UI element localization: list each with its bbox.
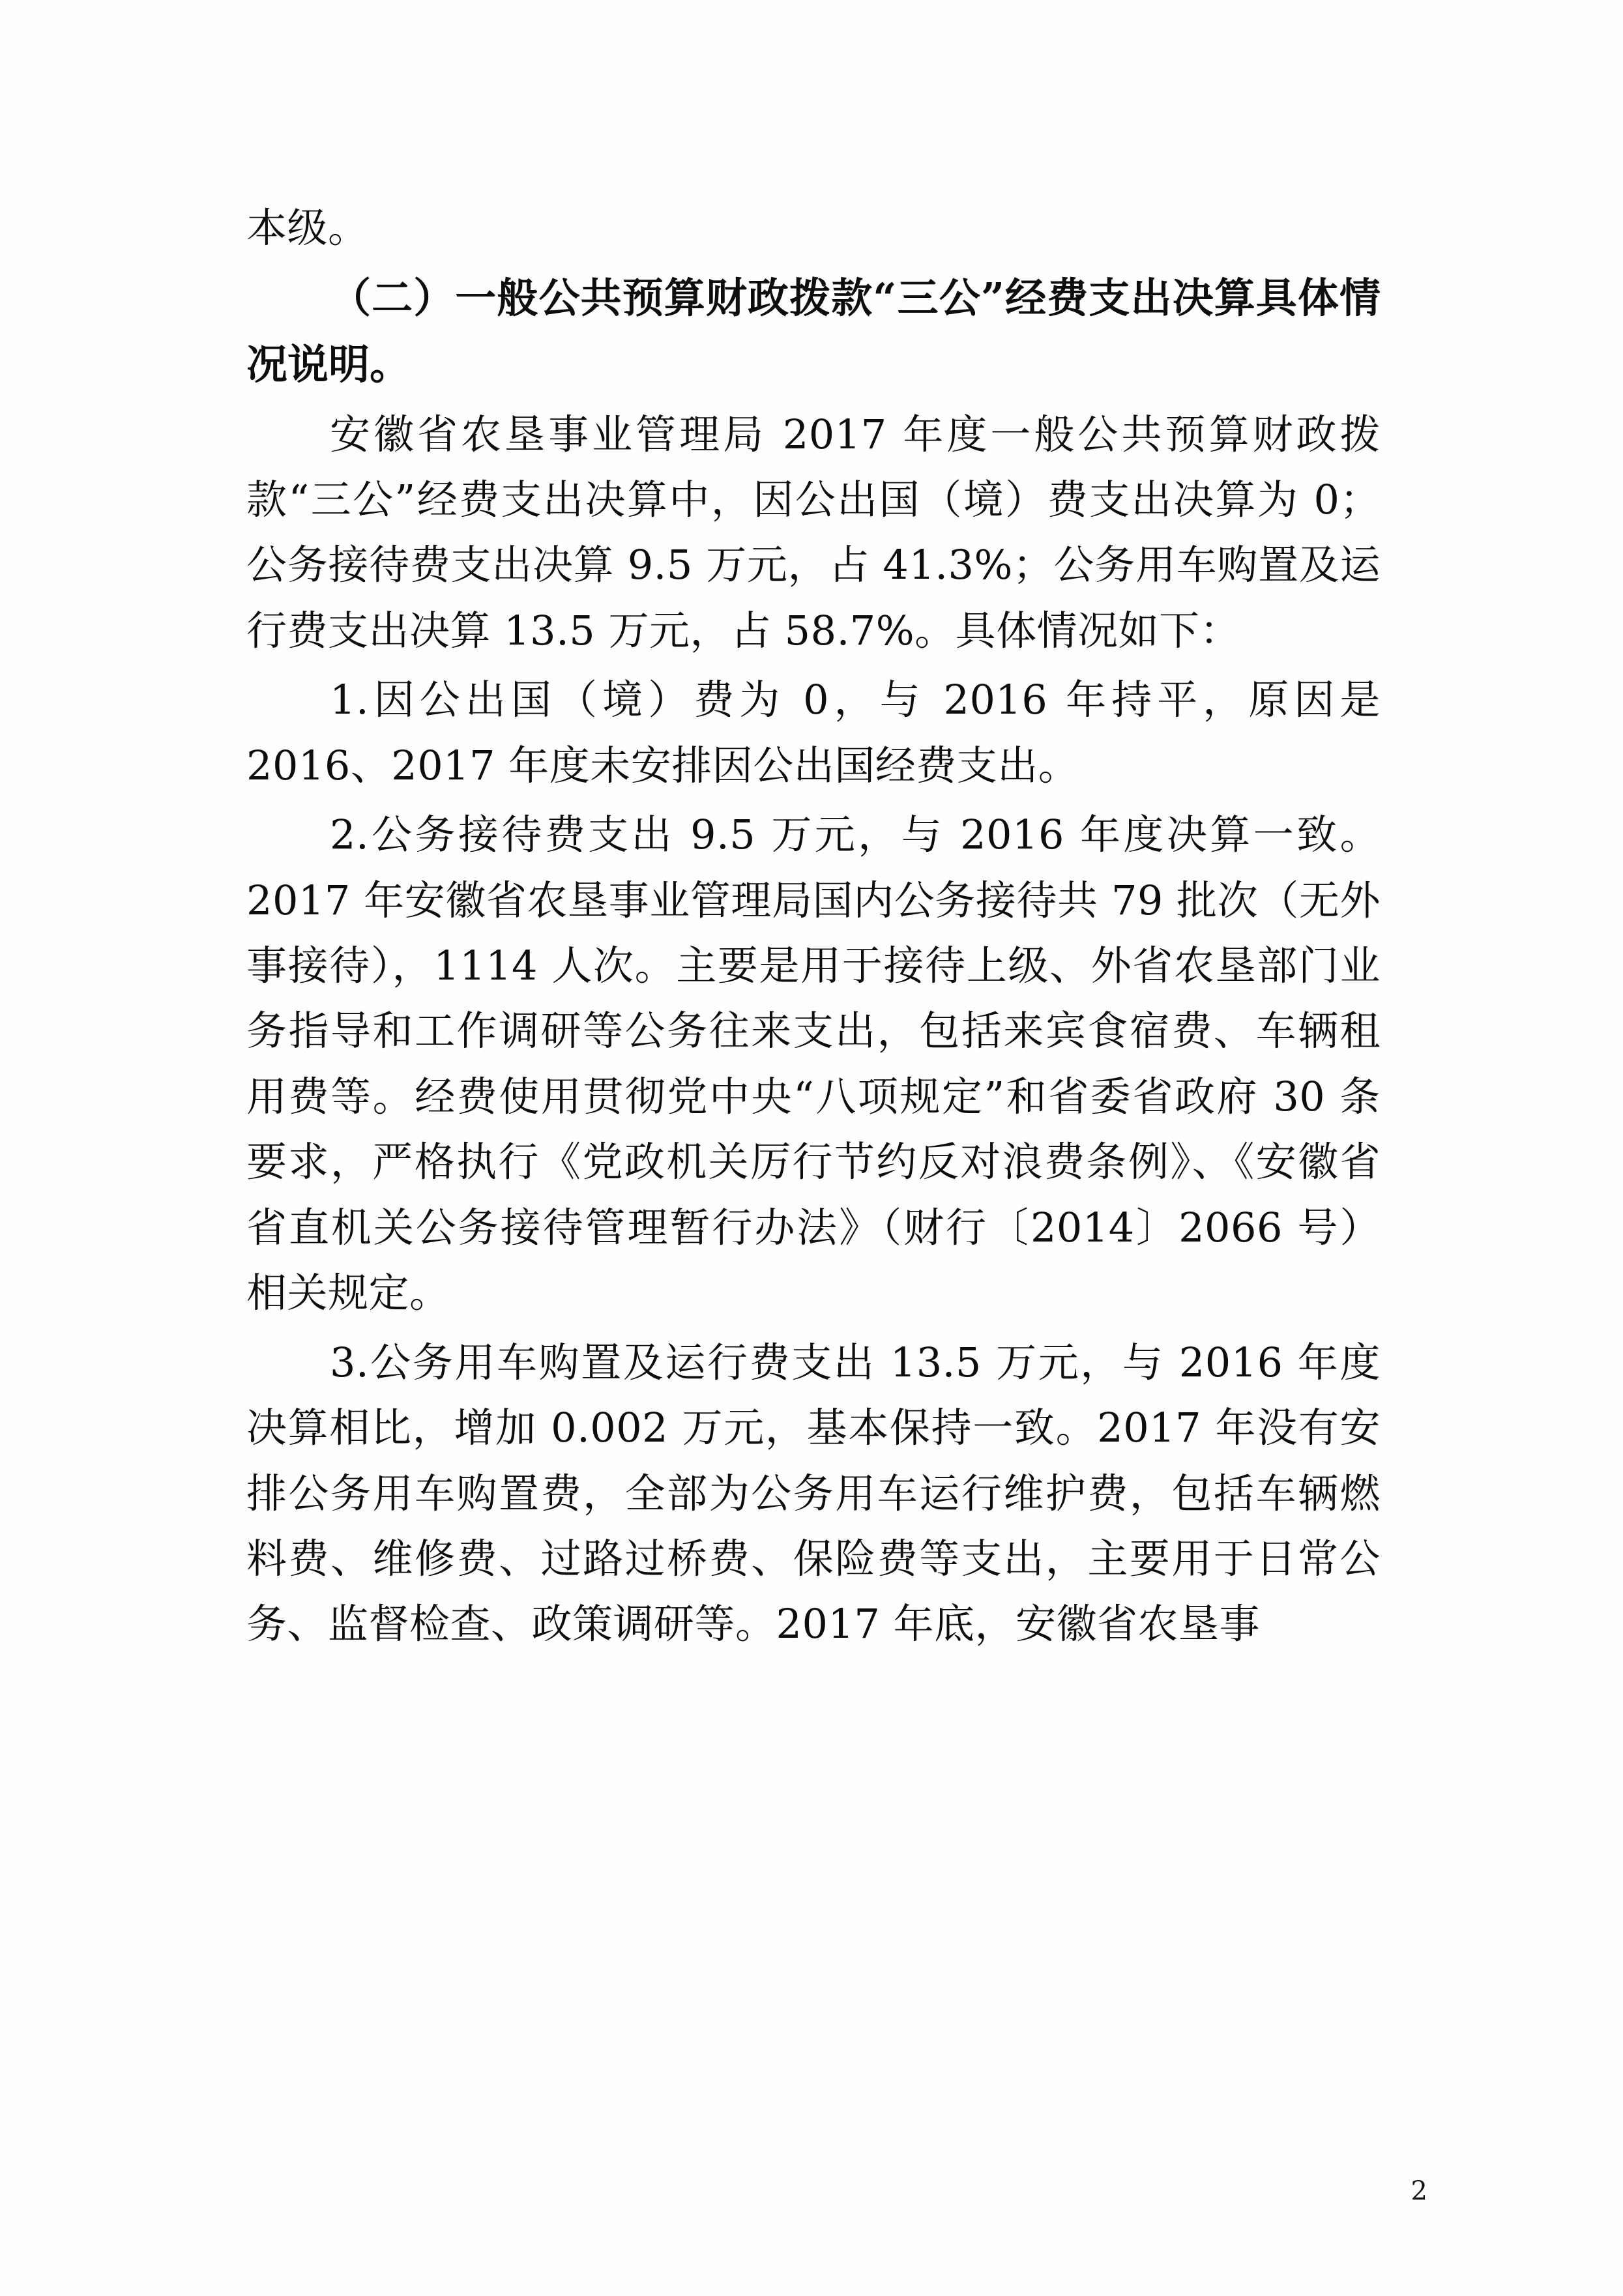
paragraph-item-1: 1.因公出国（境）费为 0，与 2016 年持平，原因是 2016、2017 年度未安排因公出国经费支出。: [246, 676, 1381, 789]
page-number: 2: [1411, 2176, 1427, 2206]
paragraph-continuation: 本级。: [246, 204, 369, 252]
page-body: [246, 196, 1381, 1661]
section-heading-two: （二）一般公共预算财政拨款“三公”经费支出决算具体情况说明。: [246, 274, 1381, 389]
paragraph-item-3: 3.公务用车购置及运行费支出 13.5 万元，与 2016 年度决算相比，增加 0.002 万元，基本保持一致。2017 年没有安排公务用车购置费，全部为公务用车运行维护费，包括车辆燃料费、维修费、过路过桥费、保险费等支出，主要用于日常公务、监督检查、政策调研等。2017 年底，安徽省农垦事: [246, 1338, 1381, 1648]
paragraph-item-2: 2.公务接待费支出 9.5 万元，与 2016 年度决算一致。2017 年安徽省农垦事业管理局国内公务接待共 79 批次（无外事接待），1114 人次。主要是用于接待上级、外省农垦部门业务指导和工作调研等公务往来支出，包括来宾食宿费、车辆租用费等。经费使用贯彻党中央“八项规定”和省委省政府 30 条要求，严格执行《党政机关厉行节约反对浪费条例》、《安徽省省直机关公务接待管理暂行办法》（财行〔2014〕2066 号）相关规定。: [246, 811, 1381, 1317]
paragraph-overview: 安徽省农垦事业管理局 2017 年度一般公共预算财政拨款“三公”经费支出决算中，因公出国（境）费支出决算为 0；公务接待费支出决算 9.5 万元，占 41.3%；公务用车购置及运行费支出决算 13.5 万元，占 58.7%。具体情况如下：: [246, 410, 1381, 654]
